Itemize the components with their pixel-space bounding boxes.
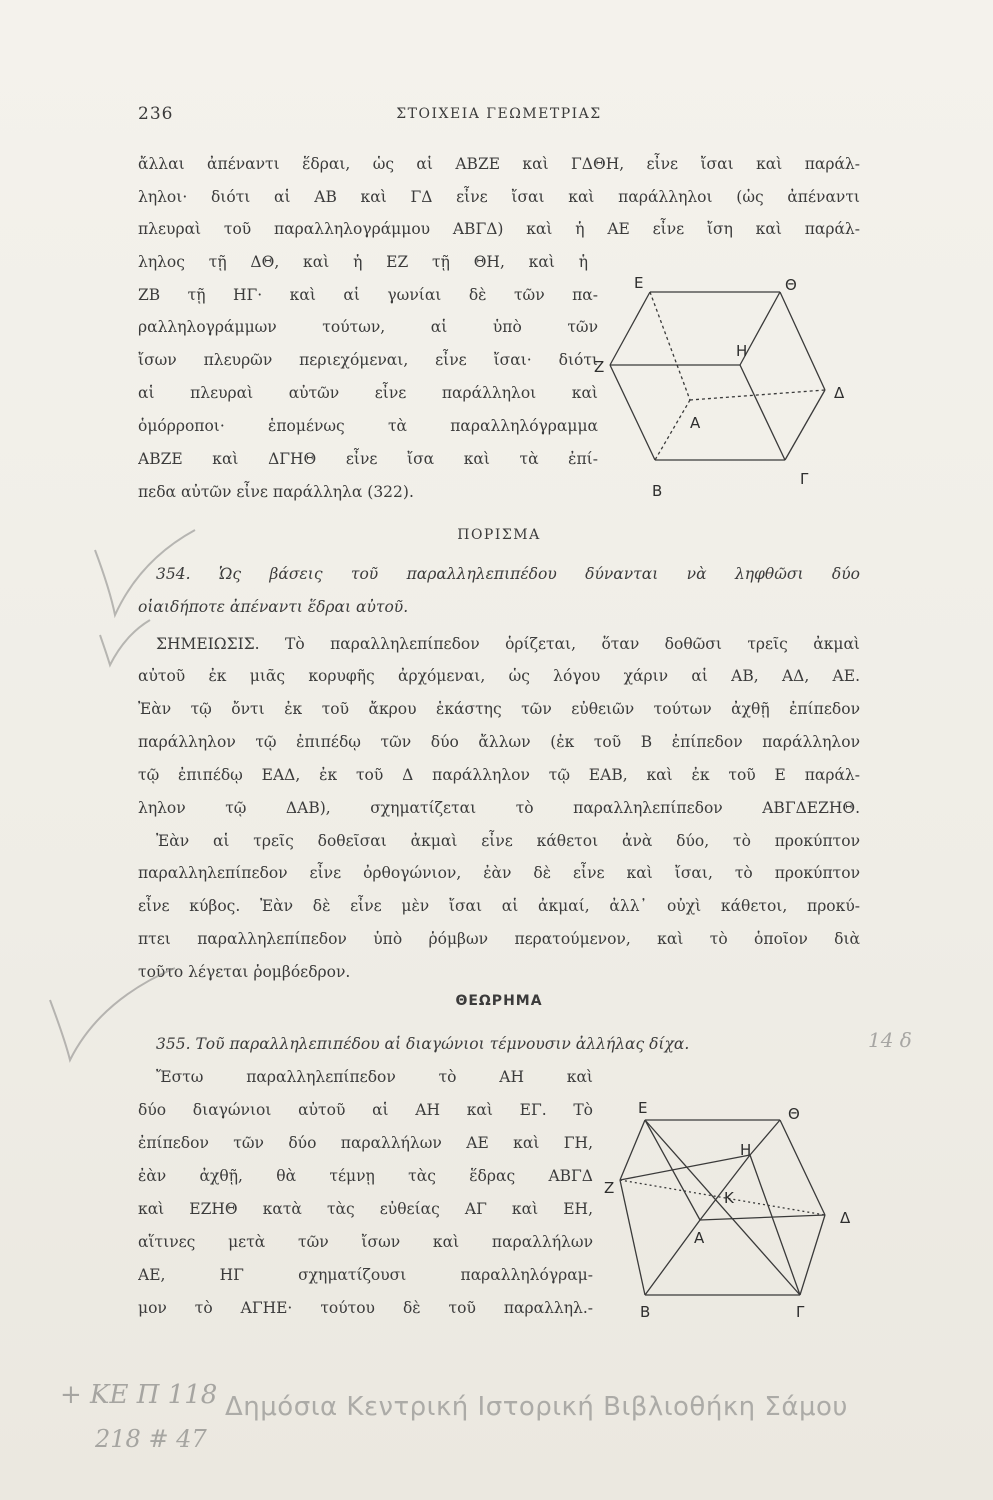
porisma-heading: ΠΟΡΙΣΜΑ [457,527,541,543]
text-line: ληλοι· διότι αἱ ΑΒ καὶ ΓΔ εἶνε ἴσαι καὶ παράλληλοι (ὡς ἀπέναντι [138,188,860,206]
text-line: ραλληλογράμμων τούτων, αἱ ὑπὸ τῶν [138,318,598,336]
figure-parallelepiped-1 [590,270,870,500]
text-line: πτει παραλληλεπίπεδον ὑπὸ ῥόμβων περατούμενον, καὶ τὸ ὁποῖον διὰ [138,930,860,948]
vertex-label-a: A [694,1229,705,1247]
text-line: ὁμόρροποι· ἑπομένως τὰ παραλληλόγραμμα [138,417,598,435]
text-line: δύο διαγώνιοι αὐτοῦ αἱ ΑΗ καὶ ΕΓ. Τὸ [138,1101,593,1119]
pencil-note: + ΚΕ Π 118 [60,1380,218,1410]
vertex-label-k: K [724,1189,734,1207]
vertex-label-theta: Θ [788,1105,800,1123]
running-title: ΣΤΟΙΧΕΙΑ ΓΕΩΜΕΤΡΙΑΣ [396,106,602,122]
vertex-label-e: E [634,274,644,292]
pencil-note: 218 # 47 [95,1425,207,1453]
text-line: αὐτοῦ ἐκ μιᾶς κορυφῆς ἀρχόμεναι, ὡς λόγου χάριν αἱ ΑΒ, ΑΔ, ΑΕ. [138,667,860,685]
text-line: ΣΗΜΕΙΩΣΙΣ. Τὸ παραλληλεπίπεδον ὁρίζεται, ὅταν δοθῶσι τρεῖς ἀκμαὶ [156,635,860,653]
page-header [138,104,860,128]
text-line: ληλος τῇ ΔΘ, καὶ ἡ ΕΖ τῇ ΘΗ, καὶ ἡ [138,253,588,271]
vertex-label-h: H [740,1141,752,1159]
text-line: ἄλλαι ἀπέναντι ἕδραι, ὡς αἱ ΑΒΖΕ καὶ ΓΔΘΗ, εἶνε ἴσαι καὶ παράλ- [138,155,860,173]
text-line: πλευραὶ τοῦ παραλληλογράμμου ΑΒΓΔ) καὶ ἡ ΑΕ εἶνε ἴση καὶ παράλ- [138,220,860,238]
vertex-label-delta: Δ [840,1209,851,1227]
vertex-label-b: B [640,1303,651,1321]
text-line: Ἔστω παραλληλεπίπεδον τὸ ΑΗ καὶ [156,1068,593,1086]
text-line: ΑΕ, ΗΓ σχηματίζουσι παραλληλόγραμ- [138,1266,593,1284]
vertex-label-delta: Δ [834,384,845,402]
vertex-label-theta: Θ [785,276,797,294]
vertex-label-z: Z [604,1179,615,1197]
text-line: αἵτινες μετὰ τῶν ἴσων καὶ παραλλήλων [138,1233,593,1251]
text-line: εἶνε κύβος. Ἐὰν δὲ εἶνε μὲν ἴσαι αἱ ἀκμαί, ἀλλ᾽ οὐχὶ κάθετοι, προκύ- [138,897,860,915]
pencil-check-mark [40,960,180,1074]
vertex-label-b: B [652,482,663,500]
vertex-label-e: E [638,1099,648,1117]
text-line: καὶ ΕΖΗΘ κατὰ τὰς εὐθείας ΑΓ καὶ ΕΗ, [138,1200,593,1218]
pencil-note: 14 δ [868,1028,912,1052]
text-line: ἐὰν ἀχθῇ, θὰ τέμνῃ τὰς ἕδρας ΑΒΓΔ [138,1167,593,1185]
text-line: πεδα αὐτῶν εἶνε παράλληλα (322). [138,483,414,501]
text-line: τοῦτο λέγεται ῥομβόεδρον. [138,963,351,981]
page-number: 236 [138,104,174,124]
theorem-statement: 355. Τοῦ παραλληλεπιπέδου αἱ διαγώνιοι τέμνουσιν ἀλλήλας δίχα. [156,1035,690,1053]
text-line: ληλον τῷ ΔΑΒ), σχηματίζεται τὸ παραλληλεπίπεδον ΑΒΓΔΕΖΗΘ. [138,799,860,817]
text-line: αἱ πλευραὶ αὐτῶν εἶνε παράλληλοι καὶ [138,384,598,402]
text-line: τῷ ἐπιπέδῳ ΕΑΔ, ἐκ τοῦ Δ παράλληλον τῷ ΕΑΒ, καὶ ἐκ τοῦ Ε παράλ- [138,766,860,784]
text-line: ἐπίπεδον τῶν δύο παραλλήλων ΑΕ καὶ ΓΗ, [138,1134,593,1152]
figure-parallelepiped-2 [600,1085,870,1330]
text-line: 354. Ὡς βάσεις τοῦ παραλληλεπιπέδου δύνανται νὰ ληφθῶσι δύο [156,565,860,583]
vertex-label-h: H [736,342,748,360]
pencil-check-mark [95,615,155,679]
text-line: μον τὸ ΑΓΗΕ· τούτου δὲ τοῦ παραλληλ.- [138,1299,593,1317]
text-line: ἴσων πλευρῶν περιεχόμεναι, εἶνε ἴσαι· διότι [138,351,598,369]
vertex-label-z: Z [594,358,605,376]
text-line: οἱαιδήποτε ἀπέναντι ἕδραι αὐτοῦ. [138,598,409,616]
text-line: παραλληλεπίπεδον εἶνε ὀρθογώνιον, ἐὰν δὲ εἶνε καὶ ἴσαι, τὸ προκύπτον [138,864,860,882]
text-line: Ἐὰν αἱ τρεῖς δοθεῖσαι ἀκμαὶ εἶνε κάθετοι ἀνὰ δύο, τὸ προκύπτον [156,832,860,850]
vertex-label-gamma: Γ [796,1303,805,1321]
library-stamp: Δημόσια Κεντρική Ιστορική Βιβλιοθήκη Σάμου [225,1392,848,1422]
text-line: ΑΒΖΕ καὶ ΔΓΗΘ εἶνε ἴσα καὶ τὰ ἐπί- [138,450,598,468]
vertex-label-gamma: Γ [800,470,809,488]
theorem-heading: ΘΕΩΡΗΜΑ [455,993,543,1009]
text-line: ΖΒ τῇ ΗΓ· καὶ αἱ γωνίαι δὲ τῶν πα- [138,286,598,304]
text-line: παράλληλον τῷ ἐπιπέδῳ τῶν δύο ἄλλων (ἐκ τοῦ Β ἐπίπεδον παράλληλον [138,733,860,751]
text-line: Ἐὰν τῷ ὄντι ἐκ τοῦ ἄκρου ἑκάστης τῶν εὐθειῶν τούτων ἀχθῇ ἐπίπεδον [138,700,860,718]
vertex-label-a: A [690,414,701,432]
